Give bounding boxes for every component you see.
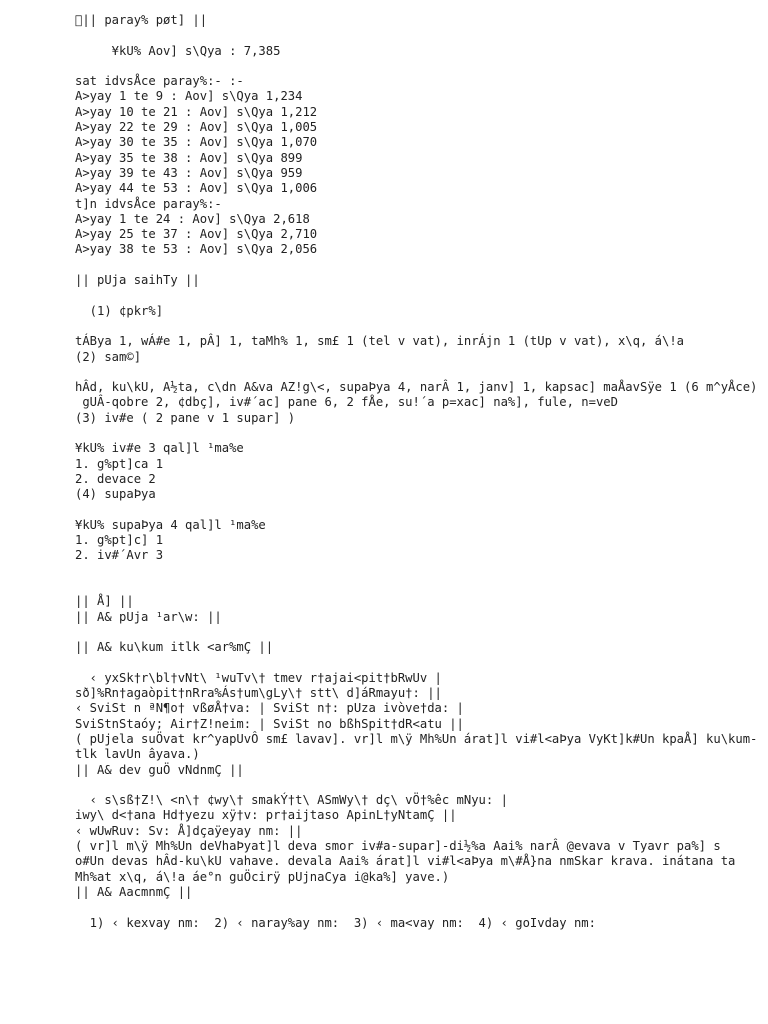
document-text	[75, 13, 768, 931]
blank-line	[75, 288, 768, 303]
text-line: A>yay 25 te 37 : Aov] s\Qya 2,710	[75, 227, 318, 242]
text-line: ‹ yxSk†r\bl†vNt\ ¹wuTv\† tmev r†ajai<pit†bRwUv |	[75, 670, 442, 685]
text-line: o#Un devas hÂd-ku\kU vahave. devala Aai% árat]l vi#l<aÞya m\#Å}na nmSkar krava. inátana ta	[75, 854, 736, 869]
blank-line	[75, 579, 768, 594]
text-line: A>yay 38 te 53 : Aov] s\Qya 2,056	[75, 242, 318, 257]
text-line: 2. iv#´Avr 3	[75, 548, 164, 563]
text-line: A>yay 22 te 29 : Aov] s\Qya 1,005	[75, 120, 318, 135]
blank-line	[75, 28, 768, 43]
text-line: ¥kU% supaÞya 4 qal]l ¹ma%e	[75, 517, 266, 532]
text-line: 1. g%pt]ca 1	[75, 456, 164, 471]
text-line: ‹ s\sß†Z!\ <n\† ¢wy\† smakÝ†t\ ASmWy\† dç\ vÖ†%êc mNyu: |	[75, 793, 508, 808]
text-line: ¥kU% iv#e 3 qal]l ¹ma%e	[75, 441, 244, 456]
text-line: || A& ku\kum itlk <ar%mÇ ||	[75, 640, 274, 655]
text-line: 1) ‹ kexvay nm: 2) ‹ naray%ay nm: 3) ‹ ma<vay nm: 4) ‹ goIvday nm:	[75, 915, 596, 930]
text-line: SviStnStaóy; Air†Z!neim: | SviSt no bßhSpit†dR<atu ||	[75, 716, 464, 731]
text-line: 2. devace 2	[75, 471, 156, 486]
text-line: ‹ wUwRuv: Sv: Å]dçaÿeyay nm: ||	[75, 823, 303, 838]
blank-line	[75, 319, 768, 334]
blank-line	[75, 778, 768, 793]
text-line: gUÂ-qobre 2, ¢dbç], iv#´ac] pane 6, 2 fÅe, su!´a p=xac] na%], fule, n=veD	[75, 395, 618, 410]
blank-line	[75, 258, 768, 273]
text-line: ( pUjela suÖvat kr^yapUvÔ sm£ lavav]. vr]l m\ÿ Mh%Un árat]l vi#l<aÞya VyKt]k#Un kpaÅ] ku\kum-	[75, 731, 758, 746]
text-line: A>yay 1 te 9 : Aov] s\Qya 1,234	[75, 89, 303, 104]
text-line: iwy\ d<†ana Hd†yezu xÿ†v: pr†aijtaso ApinL†yNtamÇ ||	[75, 808, 457, 823]
text-line: (4) supaÞya	[75, 487, 156, 502]
blank-line	[75, 426, 768, 441]
text-line: tlk lavUn âyava.)	[75, 747, 200, 762]
text-line: tÁBya 1, wÁ#e 1, pÂ] 1, taMh% 1, sm£ 1 (tel v vat), inrÁjn 1 (tUp v vat), x\q, á\!a	[75, 334, 685, 349]
text-line: A>yay 44 te 53 : Aov] s\Qya 1,006	[75, 181, 318, 196]
text-line: A>yay 30 te 35 : Aov] s\Qya 1,070	[75, 135, 318, 150]
text-line: || A& pUja ¹ar\w: ||	[75, 609, 222, 624]
text-line: A>yay 39 te 43 : Aov] s\Qya 959	[75, 165, 303, 180]
blank-line	[75, 564, 768, 579]
text-line: (1) ¢pkr%]	[75, 303, 164, 318]
text-line: ( vr]l m\ÿ Mh%Un deVhaÞyat]l deva smor iv#a-supar]-di½%a Aai% narÂ @evava v Tyavr pa%] s	[75, 839, 721, 854]
text-line: || Å] ||	[75, 594, 134, 609]
text-line: Mh%at x\q, á\!a áe°n guÖcirÿ pUjnaCya i@ka%] yave.)	[75, 869, 450, 884]
text-line: t]n idvsÅce paray%:-	[75, 196, 222, 211]
text-line: || pUja saihTy ||	[75, 273, 200, 288]
text-line: A>yay 10 te 21 : Aov] s\Qya 1,212	[75, 104, 318, 119]
text-line: || A& AacmnmÇ ||	[75, 884, 193, 899]
blank-line	[75, 625, 768, 640]
blank-line	[75, 365, 768, 380]
text-line: || A& dev guÖ vNdnmÇ ||	[75, 762, 244, 777]
blank-line	[75, 59, 768, 74]
text-line: ¥kU% Aov] s\Qya : 7,385	[75, 43, 281, 58]
text-line: 1. g%pt]c] 1	[75, 533, 164, 548]
blank-line	[75, 900, 768, 915]
blank-line	[75, 655, 768, 670]
text-line: A>yay 35 te 38 : Aov] s\Qya 899	[75, 150, 303, 165]
text-line: (2) sam©]	[75, 349, 142, 364]
blank-line	[75, 503, 768, 518]
text-line: (3) iv#e ( 2 pane v 1 supar] )	[75, 410, 296, 425]
text-line: || paray% pøt] ||	[75, 13, 208, 27]
text-line: hÂd, ku\kU, A½ta, c\dn A&va AZ!g\<, supaÞya 4, narÂ 1, janv] 1, kapsac] maÅavSÿe 1 (6 m^yÅce)	[75, 380, 758, 395]
text-line: ‹ SviSt n ªN¶o† vßøÅ†va: | SviSt n†: pUza ivòve†da: |	[75, 701, 464, 716]
text-line: A>yay 1 te 24 : Aov] s\Qya 2,618	[75, 211, 310, 226]
text-line: sð]%Rn†agaòpit†nRra%Ás†um\gLy\† stt\ d]áRmayu†: ||	[75, 686, 442, 701]
text-line: sat idvsÅce paray%:- :-	[75, 74, 244, 89]
